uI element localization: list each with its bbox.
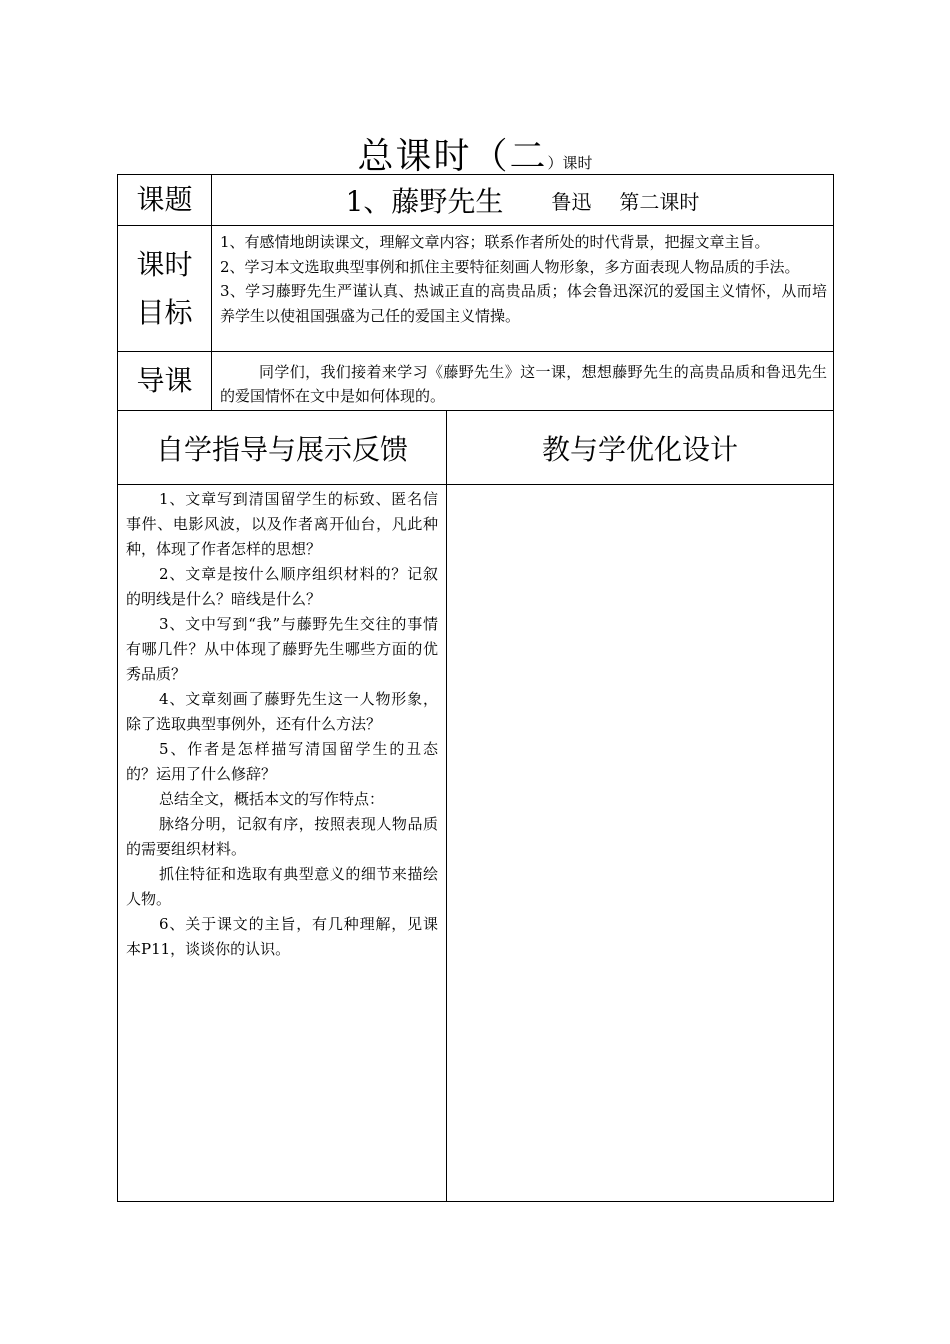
- goals-label-line1: 课时: [136, 247, 193, 281]
- question-item: 6、关于课文的主旨，有几种理解，见课本P11，谈谈你的认识。: [126, 915, 438, 958]
- question-item: 5、作者是怎样描写清国留学生的丑态的？运用了什么修辞？: [126, 740, 438, 783]
- topic-label: 课题: [117, 174, 212, 226]
- topic-cell: [211, 174, 834, 226]
- lesson-period: 第二课时: [619, 189, 700, 214]
- lesson-author: 鲁迅: [551, 189, 592, 214]
- goal-item-3: 3、学习藤野先生严谨认真、热诚正直的高贵品质；体会鲁迅深沉的爱国主义情怀，从而培养学生以使祖国强盛为己任的爱国主义情操。: [220, 282, 827, 325]
- page-title-main: 总课时（二: [357, 136, 548, 177]
- summary-point: 脉络分明，记叙有序，按照表现人物品质的需要组织材料。: [126, 815, 438, 858]
- right-column-header: 教与学优化设计: [446, 410, 834, 485]
- lesson-title: 1、藤野先生: [345, 185, 504, 218]
- goal-item-1: 1、有感情地朗读课文，理解文章内容；联系作者所处的时代背景，把握文章主旨。: [220, 233, 770, 251]
- design-notes-area: [446, 484, 834, 1202]
- goals-label-line2: 目标: [136, 295, 193, 329]
- question-item: 3、文中写到“我”与藤野先生交往的事情有哪几件？从中体现了藤野先生哪些方面的优秀品质？: [126, 615, 438, 683]
- question-item: 2、文章是按什么顺序组织材料的？记叙的明线是什么？暗线是什么？: [126, 565, 438, 608]
- intro-text: 同学们，我们接着来学习《藤野先生》这一课，想想藤野先生的高贵品质和鲁迅先生的爱国情怀在文中是如何体现的。: [211, 351, 834, 411]
- left-column-header: 自学指导与展示反馈: [117, 410, 447, 485]
- page-title-suffix: ）课时: [547, 154, 593, 172]
- intro-label: 导课: [117, 351, 212, 411]
- question-item: 1、文章写到清国留学生的标致、匿名信事件、电影风波，以及作者离开仙台，凡此种种，体现了作者怎样的思想？: [126, 490, 438, 558]
- summary-point: 抓住特征和选取有典型意义的细节来描绘人物。: [126, 865, 438, 908]
- goals-label: [117, 225, 212, 352]
- summary-heading: 总结全文，概括本文的写作特点：: [159, 790, 385, 808]
- question-item: 4、文章刻画了藤野先生这一人物形象，除了选取典型事例外，还有什么方法？: [126, 690, 438, 733]
- page-title: [0, 128, 950, 179]
- self-study-content: [117, 484, 447, 1202]
- goal-item-2: 2、学习本文选取典型事例和抓住主要特征刻画人物形象，多方面表现人物品质的手法。: [220, 257, 800, 276]
- goals-cell: [211, 225, 834, 352]
